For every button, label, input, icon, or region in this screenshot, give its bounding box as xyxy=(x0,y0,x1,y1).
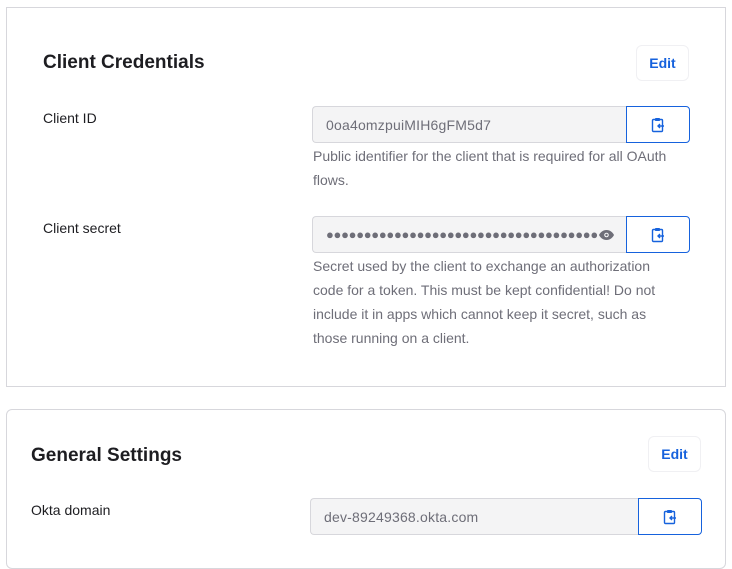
client-secret-help: Secret used by the client to exchange an authorization code for a token. This must be kept confidential! Do not include it in apps which cannot keep it secret, such as those running on a client. xyxy=(313,258,656,346)
masked-secret: ●●●●●●●●●●●●●●●●●●●●●●●●●●●●●●●●●●●● xyxy=(326,227,598,242)
okta-domain-label: Okta domain xyxy=(31,502,111,518)
client-id-help: Public identifier for the client that is required for all OAuth flows. xyxy=(313,148,667,188)
okta-domain-field xyxy=(310,498,702,535)
client-id-field xyxy=(312,106,690,143)
eye-icon[interactable] xyxy=(599,230,614,240)
clipboard-copy-icon xyxy=(663,509,677,525)
client-id-input[interactable]: 0oa4omzpuiMIH6gFM5d7 xyxy=(312,106,626,143)
copy-okta-domain-button[interactable] xyxy=(638,498,702,535)
edit-button[interactable]: Edit xyxy=(636,45,689,81)
okta-domain-input[interactable]: dev-89249368.okta.com xyxy=(310,498,638,535)
clipboard-copy-icon xyxy=(651,227,665,243)
copy-client-id-button[interactable] xyxy=(626,106,690,143)
client-secret-field xyxy=(312,216,690,253)
general-settings-card xyxy=(6,409,726,569)
client-id-label: Client ID xyxy=(43,110,97,126)
client-secret-input[interactable] xyxy=(312,216,626,253)
section-title: General Settings xyxy=(31,445,182,466)
section-title: Client Credentials xyxy=(43,52,205,73)
client-secret-label: Client secret xyxy=(43,220,121,236)
client-credentials-card xyxy=(6,7,726,387)
copy-client-secret-button[interactable] xyxy=(626,216,690,253)
edit-button[interactable]: Edit xyxy=(648,436,701,472)
clipboard-copy-icon xyxy=(651,117,665,133)
